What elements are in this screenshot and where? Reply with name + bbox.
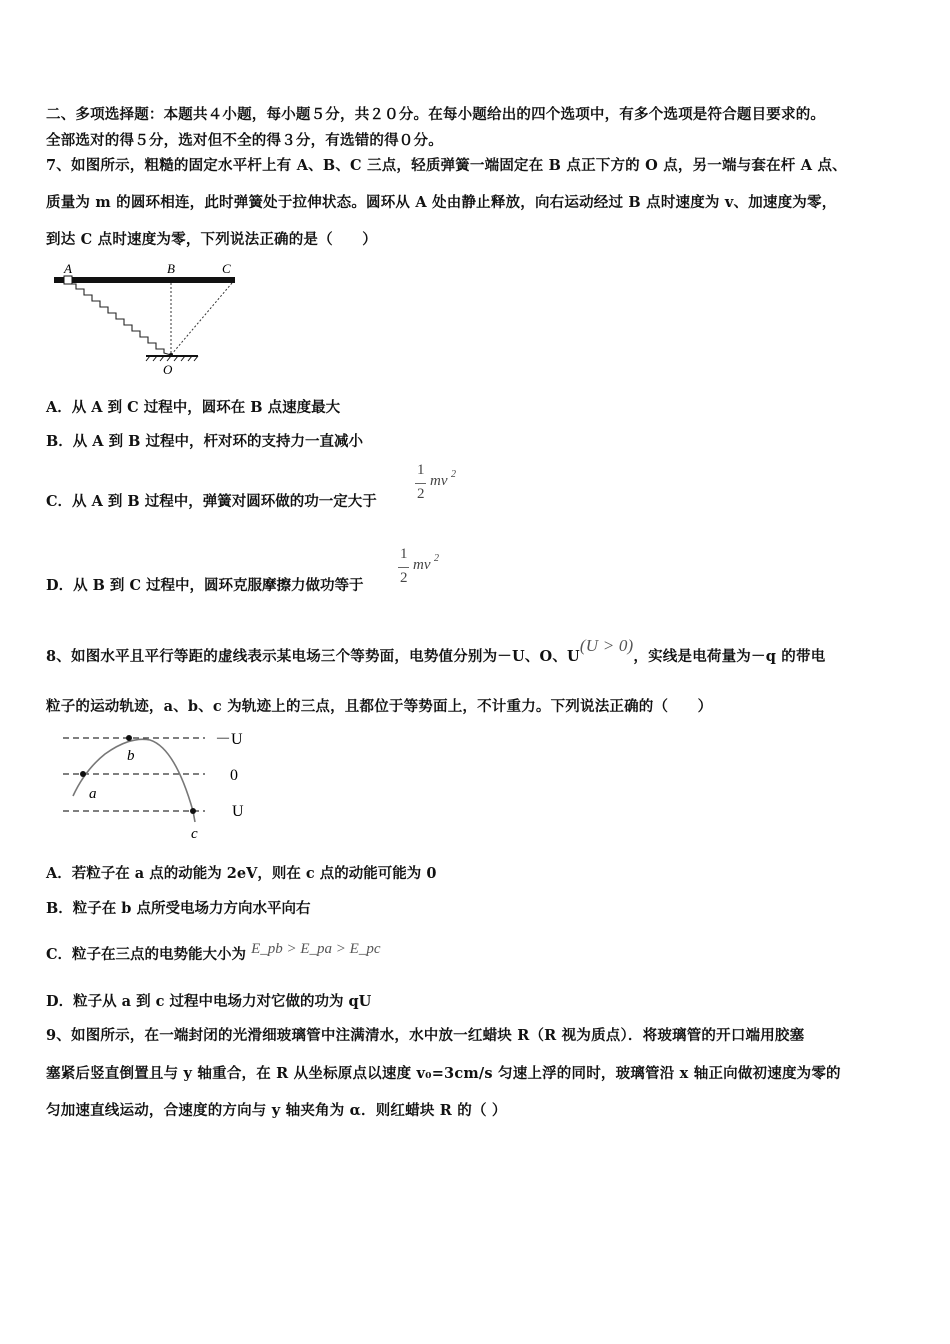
fraction-denominator: 2: [417, 486, 425, 502]
q7-option-d-fraction: [398, 546, 448, 596]
section-header-line-1: 二、多项选择题：本题共４小题，每小题５分，共２０分。在每小题给出的四个选项中，有多个选项是符合题目要求的。: [46, 106, 826, 123]
section-header-line-2: 全部选对的得５分，选对但不全的得３分，有选错的得０分。: [46, 132, 443, 149]
q8-stem-pre: 8、如图水平且平行等距的虚线表示某电场三个等势面，电势值分别为－U、O、U: [46, 648, 580, 665]
label-a: a: [89, 786, 97, 802]
q8-option-c-text: C．粒子在三点的电势能大小为: [46, 946, 247, 963]
q8-stem-post: ，实线是电荷量为－q 的带电: [633, 648, 826, 665]
fraction-tail: mv: [413, 557, 431, 573]
q8-option-d: D．粒子从 a 到 c 过程中电场力对它做的功为 qU: [46, 993, 372, 1010]
q7-option-c-fraction: [415, 462, 465, 512]
q8-option-b: B．粒子在 b 点所受电场力方向水平向右: [46, 900, 311, 917]
fraction-denominator: 2: [400, 570, 408, 586]
fraction-exponent: 2: [434, 553, 439, 564]
fraction-bar: [415, 483, 426, 484]
q8-figure: [55, 726, 265, 844]
horizontal-rod: [54, 277, 235, 283]
q8-option-a: A．若粒子在 a 点的动能为 2eV，则在 c 点的动能可能为 0: [46, 865, 437, 882]
q7-stem-line-1: 7、如图所示，粗糙的固定水平杆上有 A、B、C 三点，轻质弹簧一端固定在 B 点正下方的 O 点，另一端与套在杆 A 点、: [46, 157, 847, 174]
label-b: b: [127, 748, 135, 764]
fraction-numerator: 1: [400, 546, 408, 562]
q7-option-d: D．从 B 到 C 过程中，圆环克服摩擦力做功等于: [46, 577, 364, 594]
q9-stem-line-1: 9、如图所示，在一端封闭的光滑细玻璃管中注满清水，水中放一红蜡块 R（R 视为质点）．将玻璃管的开口端用胶塞: [46, 1027, 805, 1044]
spring: [72, 284, 171, 355]
q8-stem-line-2: 粒子的运动轨迹，a、b、c 为轨迹上的三点，且都位于等势面上，不计重力。下列说法正确的（ ）: [46, 698, 713, 715]
point-b: [126, 735, 132, 741]
ring: [64, 276, 72, 284]
q9-stem-line-2: 塞紧后竖直倒置且与 y 轴重合，在 R 从坐标原点以速度 v₀=3cm/s 匀速上浮的同时，玻璃管沿 x 轴正向做初速度为零的: [46, 1065, 841, 1082]
q7-stem-line-3: 到达 C 点时速度为零，下列说法正确的是（ ）: [46, 231, 377, 248]
q8-option-c-inequality: E_pb > E_pa > E_pc: [251, 941, 381, 957]
label-c: c: [191, 826, 198, 842]
label-o: O: [163, 362, 173, 377]
c-o-dotted-line: [171, 283, 232, 355]
label-u: U: [232, 803, 244, 820]
pivot-o: [169, 353, 173, 357]
q7-figure: [50, 258, 250, 378]
q8-stem-line-1: [46, 636, 826, 666]
q7-option-b: B．从 A 到 B 过程中，杆对环的支持力一直减小: [46, 433, 363, 450]
label-b: B: [167, 261, 175, 276]
fraction-tail: mv: [430, 473, 448, 489]
point-a: [80, 771, 86, 777]
q8-stem-condition: (U > 0): [579, 636, 634, 655]
label-a: A: [64, 261, 72, 276]
q7-stem-line-2: 质量为 m 的圆环相连，此时弹簧处于拉伸状态。圆环从 A 处由静止释放，向右运动经过 B 点时速度为 v、加速度为零，: [46, 194, 837, 211]
fraction-numerator: 1: [417, 462, 425, 478]
q7-option-c: C．从 A 到 B 过程中，弹簧对圆环做的功一定大于: [46, 493, 377, 510]
label-minus-u: －U: [215, 731, 243, 748]
label-zero: 0: [230, 767, 238, 784]
q7-option-a: A．从 A 到 C 过程中，圆环在 B 点速度最大: [46, 399, 341, 416]
point-c: [190, 808, 196, 814]
label-c: C: [222, 261, 231, 276]
fraction-exponent: 2: [451, 469, 456, 480]
q9-stem-line-3: 匀加速直线运动，合速度的方向与 y 轴夹角为 α．则红蜡块 R 的（ ）: [46, 1102, 507, 1119]
fraction-bar: [398, 567, 409, 568]
q8-option-c: [46, 943, 381, 964]
